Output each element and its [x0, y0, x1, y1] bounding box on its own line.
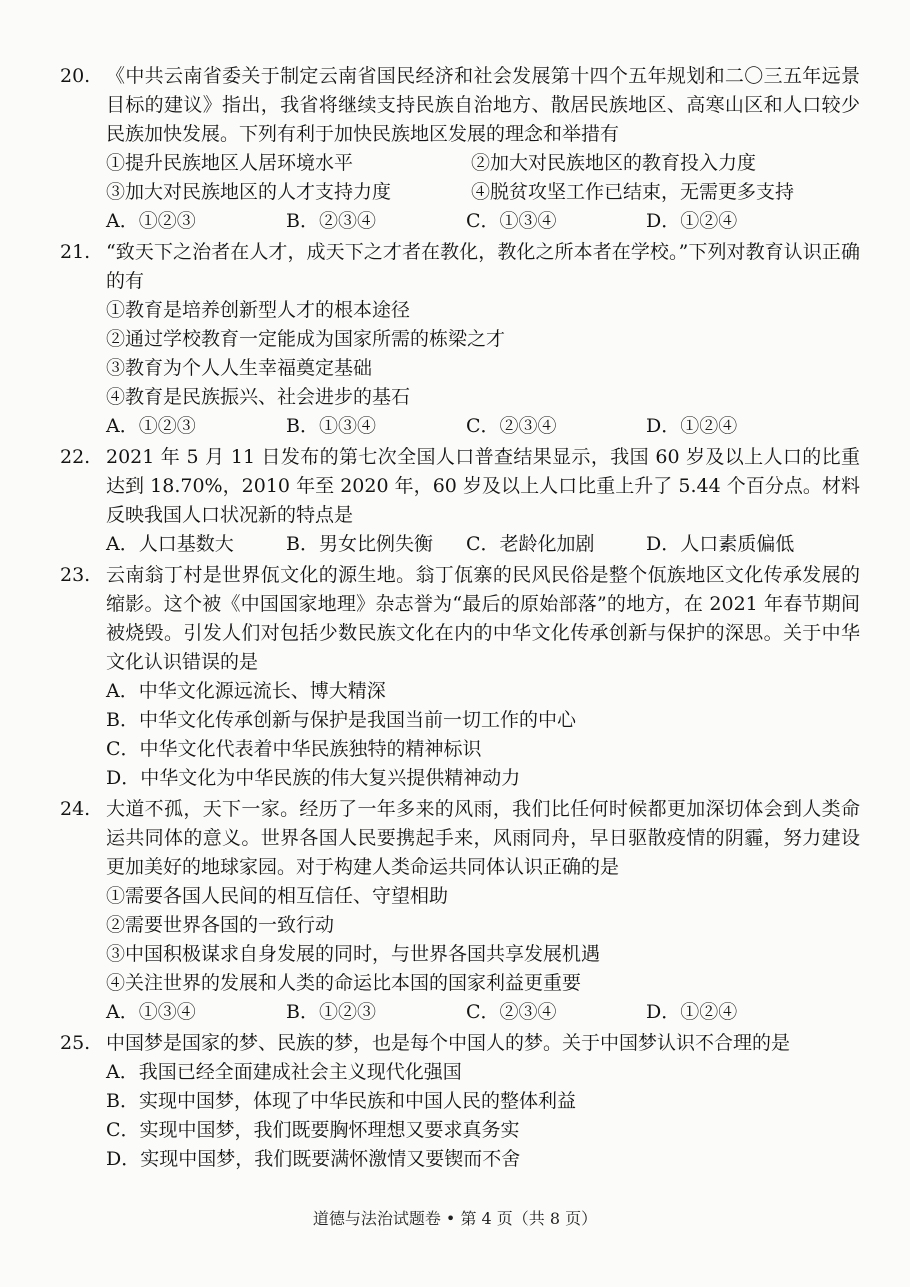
statement-1: ①教育是培养创新型人才的根本途径 [106, 299, 411, 321]
option-c: C．②③④ [466, 415, 557, 437]
question-stem [60, 795, 860, 882]
option-b: B．②③④ [286, 210, 376, 232]
option-b: B．中华文化传承创新与保护是我国当前一切工作的中心 [106, 709, 576, 731]
option-list [60, 998, 860, 1027]
question-stem [60, 1029, 860, 1058]
question-text: 中国梦是国家的梦、民族的梦，也是每个中国人的梦。关于中国梦认识不合理的是 [106, 1032, 791, 1054]
question-number: 24. [60, 798, 91, 820]
option-list [60, 530, 860, 559]
option-d: D．人口素质偏低 [646, 533, 795, 555]
question-20 [60, 62, 860, 236]
question-stem [60, 238, 860, 296]
question-number: 25. [60, 1032, 91, 1054]
question-24 [60, 795, 860, 1027]
question-number: 22. [60, 446, 91, 468]
question-text: “致天下之治者在人才，成天下之才者在教化，教化之所本者在学校。”下列对教育认识正确的有 [106, 241, 860, 292]
option-b: B．男女比例失衡 [286, 533, 433, 555]
option-a: A．①②③ [106, 210, 196, 232]
question-22 [60, 443, 860, 559]
option-b: B．①②③ [286, 1001, 376, 1023]
option-b: B．①③④ [286, 415, 376, 437]
option-d: D．①②④ [646, 415, 738, 437]
question-text: 2021 年 5 月 11 日发布的第七次全国人口普查结果显示，我国 60 岁及以上人口的比重达到 18.70%，2010 年至 2020 年，60 岁及以上人口比重上升了 5.44 个百分点。材料反映我国人口状况新的特点是 [106, 446, 860, 526]
option-a: A．①②③ [106, 415, 196, 437]
option-list [60, 412, 860, 441]
statement-1: ①需要各国人民间的相互信任、守望相助 [106, 885, 449, 907]
option-list [60, 207, 860, 236]
statement-3: ③加大对民族地区的人才支持力度 [106, 181, 392, 203]
question-number: 21. [60, 241, 91, 263]
statement-3: ③教育为个人人生幸福奠定基础 [106, 357, 373, 379]
option-a: A．人口基数大 [106, 533, 234, 555]
option-c: C．②③④ [466, 1001, 557, 1023]
page-footer: 道德与法治试题卷 • 第 4 页（共 8 页） [312, 1209, 598, 1228]
question-stem [60, 443, 860, 530]
question-list [60, 62, 860, 1176]
statement-1: ①提升民族地区人居环境水平 [106, 152, 354, 174]
question-stem [60, 561, 860, 677]
statement-2: ②需要世界各国的一致行动 [106, 914, 335, 936]
question-21 [60, 238, 860, 441]
statement-2: ②通过学校教育一定能成为国家所需的栋梁之才 [106, 328, 506, 350]
option-d: D．中华文化为中华民族的伟大复兴提供精神动力 [106, 767, 521, 789]
statement-4: ④关注世界的发展和人类的命运比本国的国家利益更重要 [106, 972, 582, 994]
question-text: 云南翁丁村是世界佤文化的源生地。翁丁佤寨的民风民俗是整个佤族地区文化传承发展的缩影。这个被《中国国家地理》杂志誉为“最后的原始部落”的地方，在 2021 年春节期间被烧毁。引发人们对包括少数民族文化在内的中华文化传承创新与保护的深思。关于中华文化认识错误的是 [106, 564, 860, 673]
option-c: C．实现中国梦，我们既要胸怀理想又要求真务实 [106, 1119, 520, 1141]
statement-4: ④教育是民族振兴、社会进步的基石 [106, 386, 411, 408]
question-stem [60, 62, 860, 149]
statement-3: ③中国积极谋求自身发展的同时，与世界各国共享发展机遇 [106, 943, 601, 965]
question-text: 《中共云南省委关于制定云南省国民经济和社会发展第十四个五年规划和二〇三五年远景目标的建议》指出，我省将继续支持民族自治地方、散居民族地区、高寒山区和人口较少民族加快发展。下列有利于加快民族地区发展的理念和举措有 [106, 65, 860, 145]
question-25 [60, 1029, 860, 1174]
option-b: B．实现中国梦，体现了中华民族和中国人民的整体利益 [106, 1090, 576, 1112]
option-d: D．实现中国梦，我们既要满怀激情又要锲而不舍 [106, 1148, 521, 1170]
option-c: C．中华文化代表着中华民族独特的精神标识 [106, 738, 482, 760]
option-a: A．我国已经全面建成社会主义现代化强国 [106, 1061, 462, 1083]
question-23 [60, 561, 860, 793]
question-number: 20. [60, 65, 91, 87]
option-d: D．①②④ [646, 1001, 738, 1023]
option-a: A．①③④ [106, 1001, 196, 1023]
option-a: A．中华文化源远流长、博大精深 [106, 680, 386, 702]
statement-list [60, 149, 860, 207]
option-c: C．①③④ [466, 210, 557, 232]
statement-2: ②加大对民族地区的教育投入力度 [471, 152, 757, 174]
option-c: C．老龄化加剧 [466, 533, 595, 555]
question-text: 大道不孤，天下一家。经历了一年多来的风雨，我们比任何时候都更加深切体会到人类命运共同体的意义。世界各国人民要携起手来，风雨同舟，早日驱散疫情的阴霾，努力建设更加美好的地球家园。对于构建人类命运共同体认识正确的是 [106, 798, 860, 878]
question-number: 23. [60, 564, 91, 586]
option-d: D．①②④ [646, 210, 738, 232]
statement-4: ④脱贫攻坚工作已结束，无需更多支持 [471, 181, 795, 203]
